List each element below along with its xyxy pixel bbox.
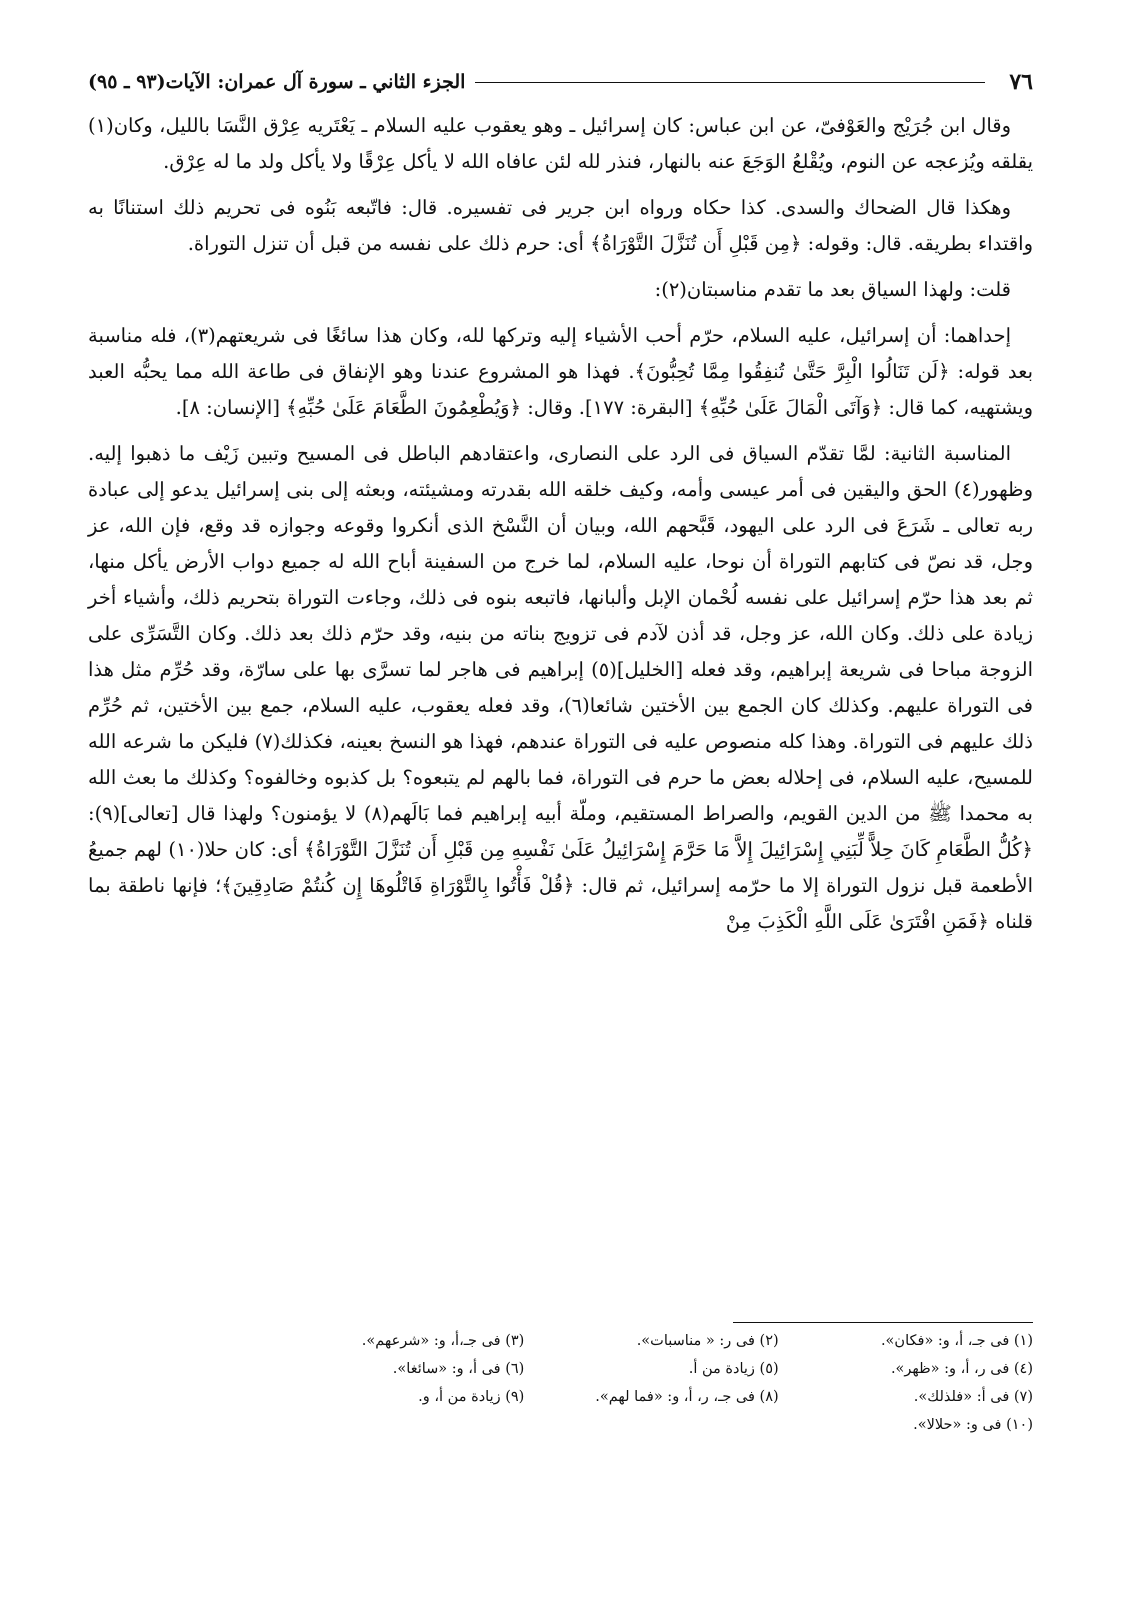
footnote-5: (٥) زيادة من أ. <box>688 1361 779 1377</box>
footnote-4: (٤) فى ر، أ، و: «ظهر». <box>890 1361 1033 1377</box>
page-number: ٧٦ <box>1009 69 1033 95</box>
footnote-9: (٩) زيادة من أ، و. <box>418 1389 525 1405</box>
header-title: الجزء الثاني ـ سورة آل عمران: الآيات(٩٣ ـ ٩٥) <box>88 71 466 93</box>
footnote-rule <box>733 1322 1033 1323</box>
paragraph-2: وهكذا قال الضحاك والسدى. كذا حكاه ورواه ابن جرير فى تفسيره. قال: فاتّبعه بَنُوه فى تحريم ذلك استنانًا به واقتداء بطريقه. قال: وقوله: ﴿مِن قَبْلِ أَن تُنَزَّلَ التَّوْرَاةُ﴾ أى: حرم ذلك على نفسه من قبل أن تنزل التوراة. <box>88 196 1033 255</box>
footnotes <box>300 1330 1033 1436</box>
header-rule <box>475 82 985 83</box>
footnote-7: (٧) فى أ: «فلذلك». <box>913 1389 1033 1405</box>
footnote-6: (٦) فى أ، و: «سائغا». <box>392 1361 525 1377</box>
footnote-8: (٨) فى جـ، ر، أ، و: «فما لهم». <box>595 1389 779 1405</box>
paragraph-4: إحداهما: أن إسرائيل، عليه السلام، حرّم أحب الأشياء إليه وتركها لله، وكان هذا سائغًا فى شريعتهم(٣)، فله مناسبة بعد قوله: ﴿لَن تَنَالُوا الْبِرَّ حَتَّىٰ تُنفِقُوا مِمَّا تُحِبُّونَ﴾. فهذا هو المشروع عندنا وهو الإنفاق فى طاعة الله مما يحبُّه العبد ويشتهيه، كما قال: ﴿وَآتَى الْمَالَ عَلَىٰ حُبِّهِ﴾ [البقرة: ١٧٧]. وقال: ﴿وَيُطْعِمُونَ الطَّعَامَ عَلَىٰ حُبِّهِ﴾ [الإنسان: ٨]. <box>88 324 1033 419</box>
footnote-3: (٣) فى جـ،أ، و: «شرعهم». <box>361 1333 525 1349</box>
running-head <box>88 64 1033 100</box>
footnote-2: (٢) فى ر: « مناسبات». <box>636 1333 779 1349</box>
paragraph-5: المناسبة الثانية: لمَّا تقدّم السياق فى الرد على النصارى، واعتقادهم الباطل فى المسيح وتبين زَيْف ما ذهبوا إليه. وظهور(٤) الحق واليقين فى أمر عيسى وأمه، وكيف خلقه الله بقدرته ومشيئته، وبعثه إلى بنى إسرائيل يدعو إلى عبادة ربه تعالى ـ شَرَعَ فى الرد على اليهود، قَبَّحهم الله، وبيان أن النَّسْخ الذى أنكروا وقوعه وجوازه قد وقع، فإن الله، عز وجل، قد نصّ فى كتابهم التوراة أن نوحا، عليه السلام، لما خرج من السفينة أباح الله له جميع دواب الأرض يأكل منها، ثم بعد هذا حرّم إسرائيل على نفسه لُحْمان الإبل وألبانها، فاتبعه بنوه فى ذلك، وجاءت التوراة بتحريم ذلك، وأشياء أخر زيادة على ذلك. وكان الله، عز وجل، قد أذن لآدم فى تزويج بناته من بنيه، وقد حرّم ذلك بعد ذلك. وكان التَّسَرِّى على الزوجة مباحا فى شريعة إبراهيم، وقد فعله [الخليل](٥) إبراهيم فى هاجر لما تسرَّى بها على سارّة، وقد حُرِّم مثل هذا فى التوراة عليهم. وكذلك كان الجمع بين الأختين شائعا(٦)، وقد فعله يعقوب، عليه السلام، جمع بين الأختين، ثم حُرِّم ذلك عليهم فى التوراة. وهذا كله منصوص عليه فى التوراة عندهم، فهذا هو النسخ بعينه، فكذلك(٧) فليكن ما شرعه الله للمسيح، عليه السلام، فى إحلاله بعض ما حرم فى التوراة، فما بالهم لم يتبعوه؟ بل كذبوه وخالفوه؟ وكذلك ما بعث الله به محمدا ﷺ من الدين القويم، والصراط المستقيم، وملّة أبيه إبراهيم فما بَالَهم(٨) لا يؤمنون؟ ولهذا قال [تعالى](٩): ﴿كُلُّ الطَّعَامِ كَانَ حِلاًّ لِّبَنِي إِسْرَائِيلَ إِلاَّ مَا حَرَّمَ إِسْرَائِيلُ عَلَىٰ نَفْسِهِ مِن قَبْلِ أَن تُنَزَّلَ التَّوْرَاةُ﴾ أى: كان حلا(١٠) لهم جميعُ الأطعمة قبل نزول التوراة إلا ما حرّمه إسرائيل، ثم قال: ﴿قُلْ فَأْتُوا بِالتَّوْرَاةِ فَاتْلُوهَا إِن كُنتُمْ صَادِقِينَ﴾؛ فإنها ناطقة بما قلناه ﴿فَمَنِ افْتَرَىٰ عَلَى اللَّهِ الْكَذِبَ مِنْ <box>88 442 1033 933</box>
paragraph-1: وقال ابن جُرَيْج والعَوْفىّ، عن ابن عباس: كان إسرائيل ـ وهو يعقوب عليه السلام ـ يَعْتَريه عِرْق النَّسَا بالليل، وكان(١) يقلقه ويُزعجه عن النوم، ويُقْلعُ الوَجَعَ عنه بالنهار، فنذر لله لئن عافاه الله لا يأكل عِرْقًا ولا يأكل ولد ما له عِرْق. <box>88 114 1033 173</box>
footnote-1: (١) فى جـ، أ، و: «فكان». <box>880 1333 1033 1349</box>
footnote-10: (١٠) فى و: «حلالا». <box>913 1417 1033 1433</box>
paragraph-3: قلت: ولهذا السياق بعد ما تقدم مناسبتان(٢): <box>654 278 1011 301</box>
